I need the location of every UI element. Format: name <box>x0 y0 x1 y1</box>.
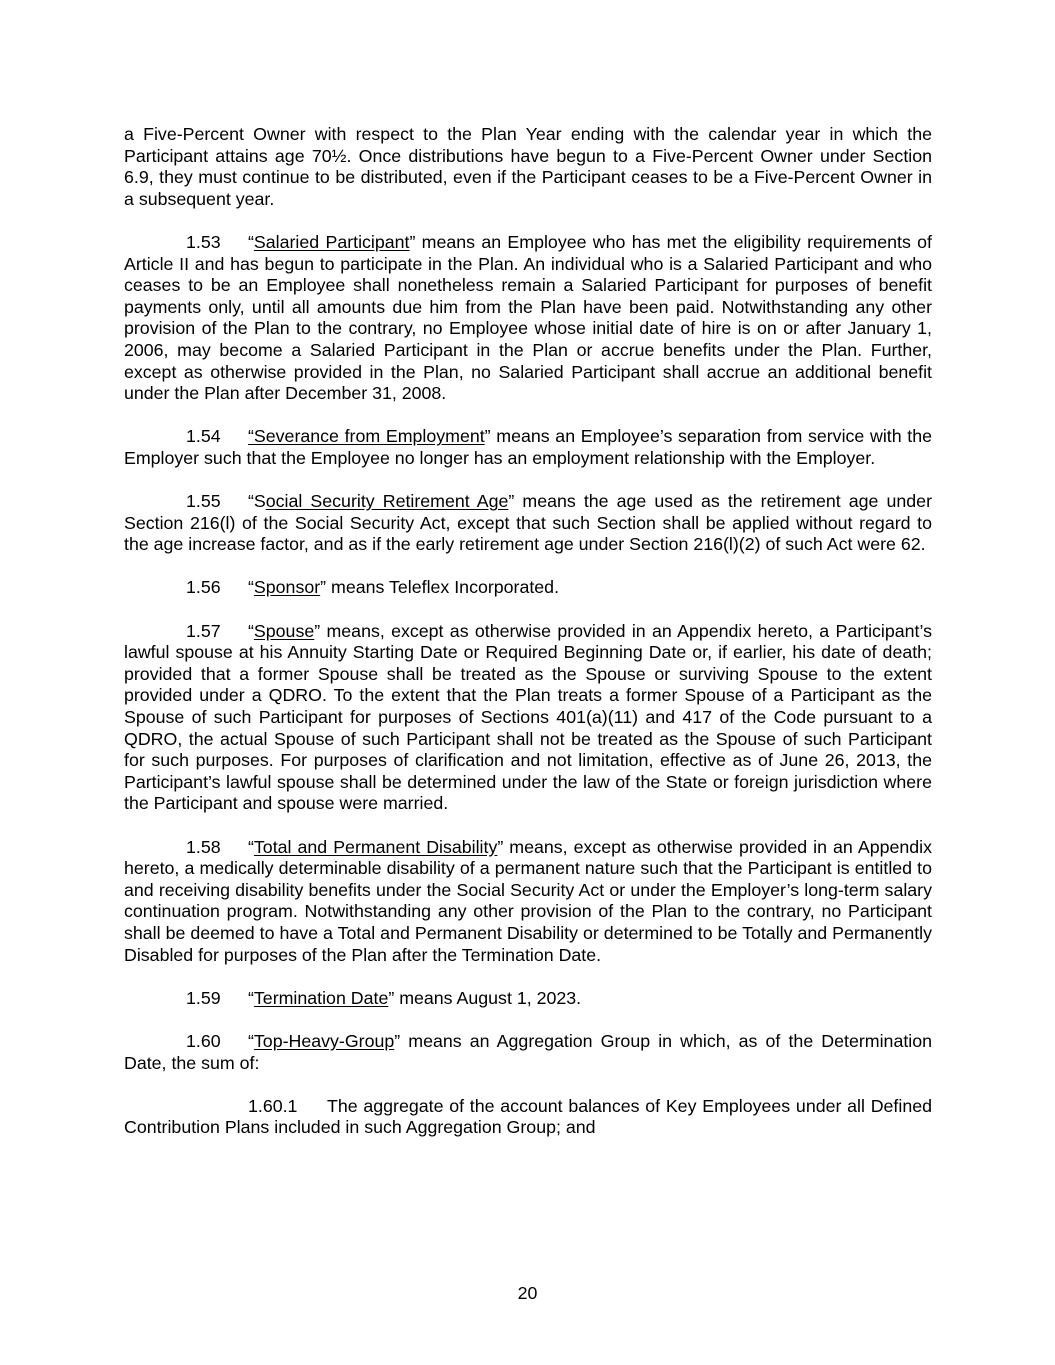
open-quote: “ <box>248 836 254 857</box>
document-page <box>124 124 932 1161</box>
section-number: 1.56 <box>186 577 221 598</box>
subsection-number: 1.60.1 <box>248 1095 298 1116</box>
section-1-56 <box>124 577 932 599</box>
defined-term: Termination Date <box>253 987 389 1008</box>
section-1-60 <box>124 1031 932 1074</box>
section-number: 1.59 <box>186 987 221 1008</box>
defined-term: Salaried Participant <box>253 231 410 252</box>
open-quote: “ <box>248 231 254 252</box>
defined-term: “Severance from Employment <box>248 426 485 447</box>
definition-text: ” means an Employee who has met the eligibility requirements of Article II and has begun to participate in the Plan. An individual who is a Salaried Participant and who ceases to be an Employee shall nonetheless remain a Salaried Participant for purposes of benefit payments only, until all amounts due him from the Plan have been paid. Notwithstanding any other provision of the Plan to the contrary, no Employee whose initial date of hire is on or after January 1, 2006, may become a Salaried Participant in the Plan or accrue benefits under the Plan. Further, except as otherwise provided in the Plan, no Salaried Participant shall accrue an additional benefit under the Plan after December 31, 2008. <box>124 231 932 404</box>
definition-text: ” means an Employee’s separation from service with the Employer such that the Employee no longer has an employment relationship with the Employer. <box>124 426 932 468</box>
section-1-53 <box>124 232 932 405</box>
section-1-57 <box>124 621 932 815</box>
section-1-58 <box>124 837 932 967</box>
definition-text: ” means Teleflex Incorporated. <box>320 577 560 598</box>
subsection-text: The aggregate of the account balances of Key Employees under all Defined Contribution Plans included in such Aggregation Group; and <box>124 1095 932 1138</box>
open-quote: “ <box>248 577 254 598</box>
open-quote: “ <box>248 987 254 1008</box>
defined-term: Total and Permanent Disability <box>253 836 498 857</box>
open-quote: “ <box>248 620 254 641</box>
definition-text: ” means, except as otherwise provided in an Appendix hereto, a Participant’s lawful spouse at his Annuity Starting Date or Required Beginning Date or, if earlier, his date of death; provided that a former Spouse shall be treated as the Spouse or surviving Spouse to the extent provided under a QDRO. To the extent that the Plan treats a former Spouse of a Participant as the Spouse of such Participant for purposes of Sections 401(a)(11) and 417 of the Code pursuant to a QDRO, the actual Spouse of such Participant shall not be treated as the Spouse of such Participant for such purposes. For purposes of clarification and not limitation, effective as of June 26, 2013, the Participant’s lawful spouse shall be determined under the law of the State or foreign jurisdiction where the Participant and spouse were married. <box>124 620 932 814</box>
definition-text: ” means, except as otherwise provided in an Appendix hereto, a medically determinable disability of a permanent nature such that the Participant is entitled to and receiving disability benefits under the Social Security Act or under the Employer’s long-term salary continuation program. Notwithstanding any other provision of the Plan to the contrary, no Participant shall be deemed to have a Total and Permanent Disability or determined to be Totally and Permanently Disabled for purposes of the Plan after the Termination Date. <box>124 836 933 965</box>
section-1-59 <box>124 988 932 1010</box>
section-number: 1.60 <box>186 1030 221 1051</box>
subsection-1-60-1 <box>124 1096 932 1139</box>
section-number: 1.53 <box>186 231 221 252</box>
section-number: 1.57 <box>186 620 221 641</box>
defined-term: Top-Heavy-Group <box>253 1030 395 1051</box>
defined-term: Sponsor <box>253 577 321 598</box>
intro-paragraph: a Five-Percent Owner with respect to the Plan Year ending with the calendar year in which the Participant attains age 70½. Once distributions have begun to a Five-Percent Owner under Section 6.9, they must continue to be distributed, even if the Participant ceases to be a Five-Percent Owner in a subsequent year. <box>124 124 932 209</box>
defined-term: ocial Security Retirement Age <box>265 491 509 512</box>
definition-text: ” means the age used as the retirement age under Section 216(l) of the Social Security Act, except that such Section shall be applied without regard to the age increase factor, and as if the early retirement age under Section 216(l)(2) of such Act were 62. <box>124 491 932 555</box>
definition-text: ” means an Aggregation Group in which, as of the Determination Date, the sum of: <box>124 1030 932 1073</box>
section-1-55 <box>124 491 932 556</box>
defined-term: Spouse <box>253 620 315 641</box>
open-quote: “S <box>248 491 266 512</box>
open-quote: “ <box>248 1030 254 1051</box>
section-number: 1.54 <box>186 426 221 447</box>
section-number: 1.58 <box>186 836 221 857</box>
definition-text: ” means August 1, 2023. <box>388 987 582 1008</box>
section-1-54 <box>124 426 932 469</box>
section-number: 1.55 <box>186 491 221 512</box>
page-number: 20 <box>517 1283 538 1303</box>
